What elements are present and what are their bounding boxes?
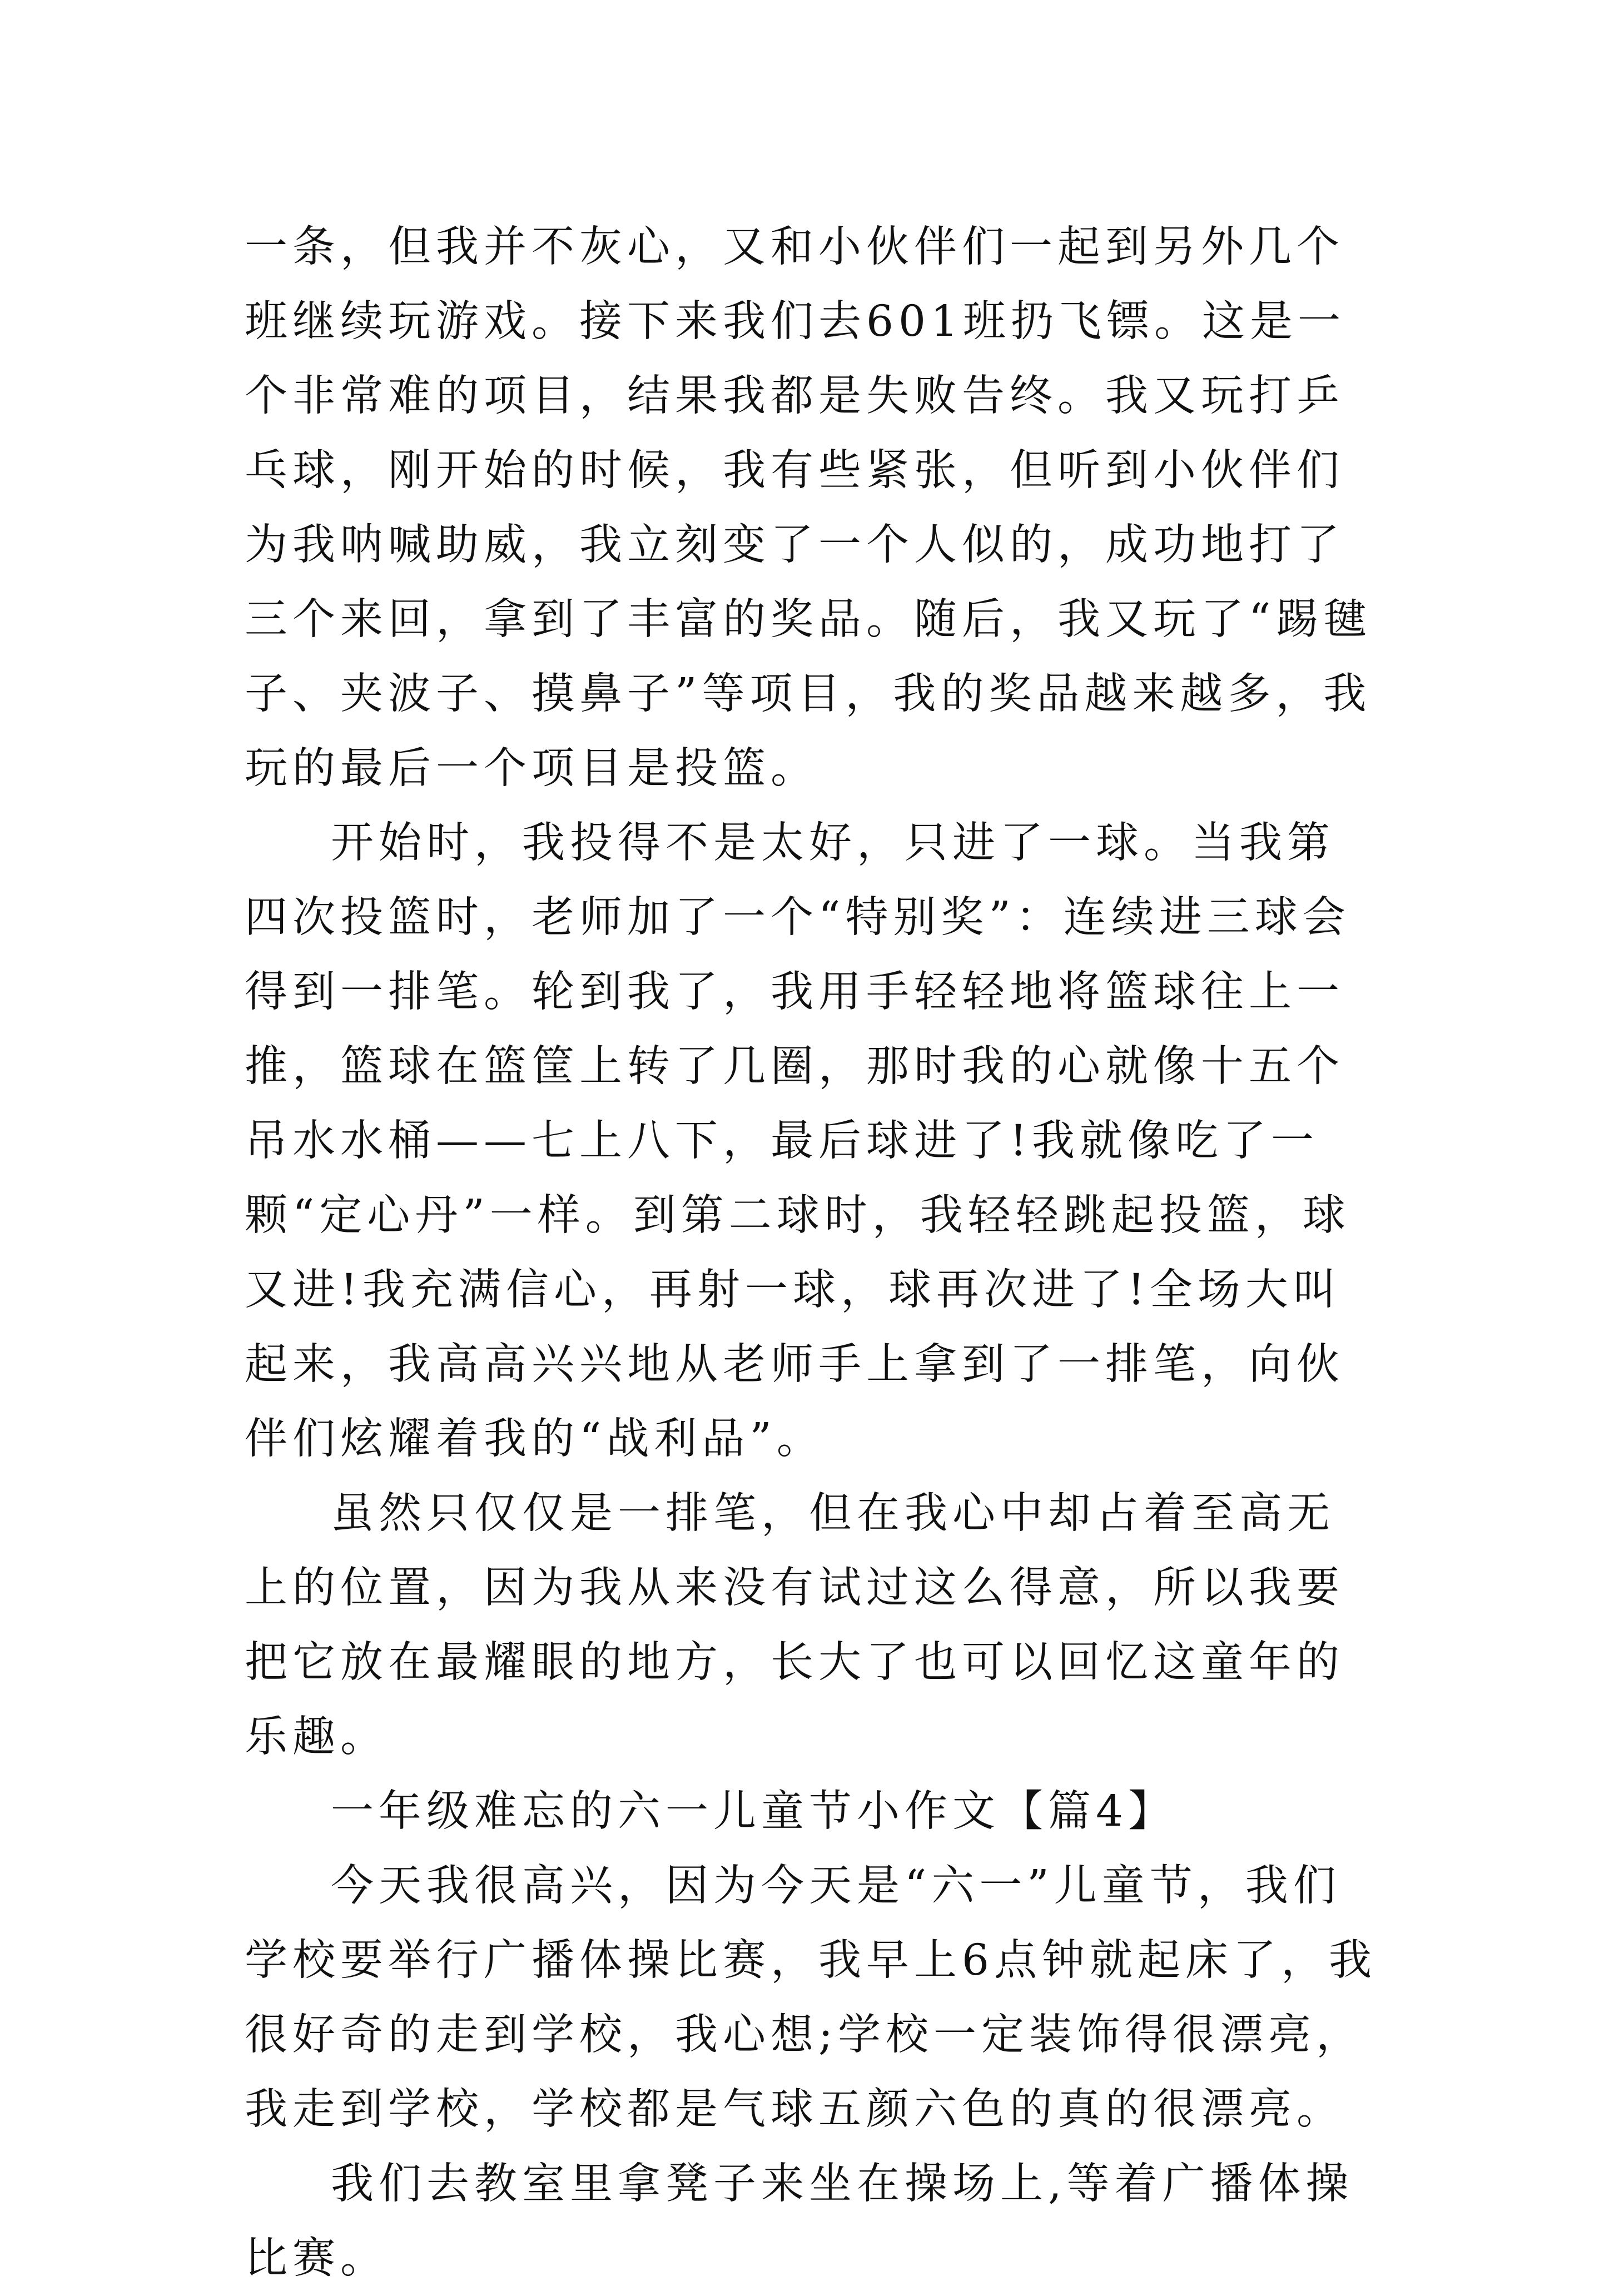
paragraph-morning: 今天我很高兴，因为今天是“六一”儿童节，我们学校要举行广播体操比赛，我早上6点钟就起床了，我很好奇的走到学校，我心想;学校一定装饰得很漂亮，我走到学校，学校都是气球五颜六色的真的很漂亮。 <box>245 1861 1377 2134</box>
paragraph-continued: 一条，但我并不灰心，又和小伙伴们一起到另外几个班继续玩游戏。接下来我们去601班扔飞镖。这是一个非常难的项目，结果我都是失败告终。我又玩打乒乓球，刚开始的时候，我有些紧张，但听到小伙伴们为我呐喊助威，我立刻变了一个人似的，成功地打了三个来回，拿到了丰富的奖品。随后，我又玩了“踢毽子、夹波子、摸鼻子”等项目，我的奖品越来越多，我玩的最后一个项目是投篮。 <box>245 222 1372 793</box>
document-body <box>245 210 1379 2296</box>
paragraph-basketball: 开始时，我投得不是太好，只进了一球。当我第四次投篮时，老师加了一个“特别奖”：连续进三球会得到一排笔。轮到我了，我用手轻轻地将篮球往上一推，篮球在篮筐上转了几圈，那时我的心就像十五个吊水水桶——七上八下，最后球进了!我就像吃了一颗“定心丹”一样。到第二球时，我轻轻跳起投篮，球又进!我充满信心，再射一球，球再次进了!全场大叫起来，我高高兴兴地从老师手上拿到了一排笔，向伙伴们炫耀着我的“战利品”。 <box>245 818 1350 1464</box>
paragraph-reflection: 虽然只仅仅是一排笔，但在我心中却占着至高无上的位置，因为我从来没有试过这么得意，所以我要把它放在最耀眼的地方，长大了也可以回忆这童年的乐趣。 <box>245 1489 1344 1762</box>
paragraph-classroom: 我们去教室里拿凳子来坐在操场上,等着广播体操比赛。 <box>245 2159 1354 2283</box>
section-heading: 一年级难忘的六一儿童节小作文【篇4】 <box>331 1787 1176 1836</box>
